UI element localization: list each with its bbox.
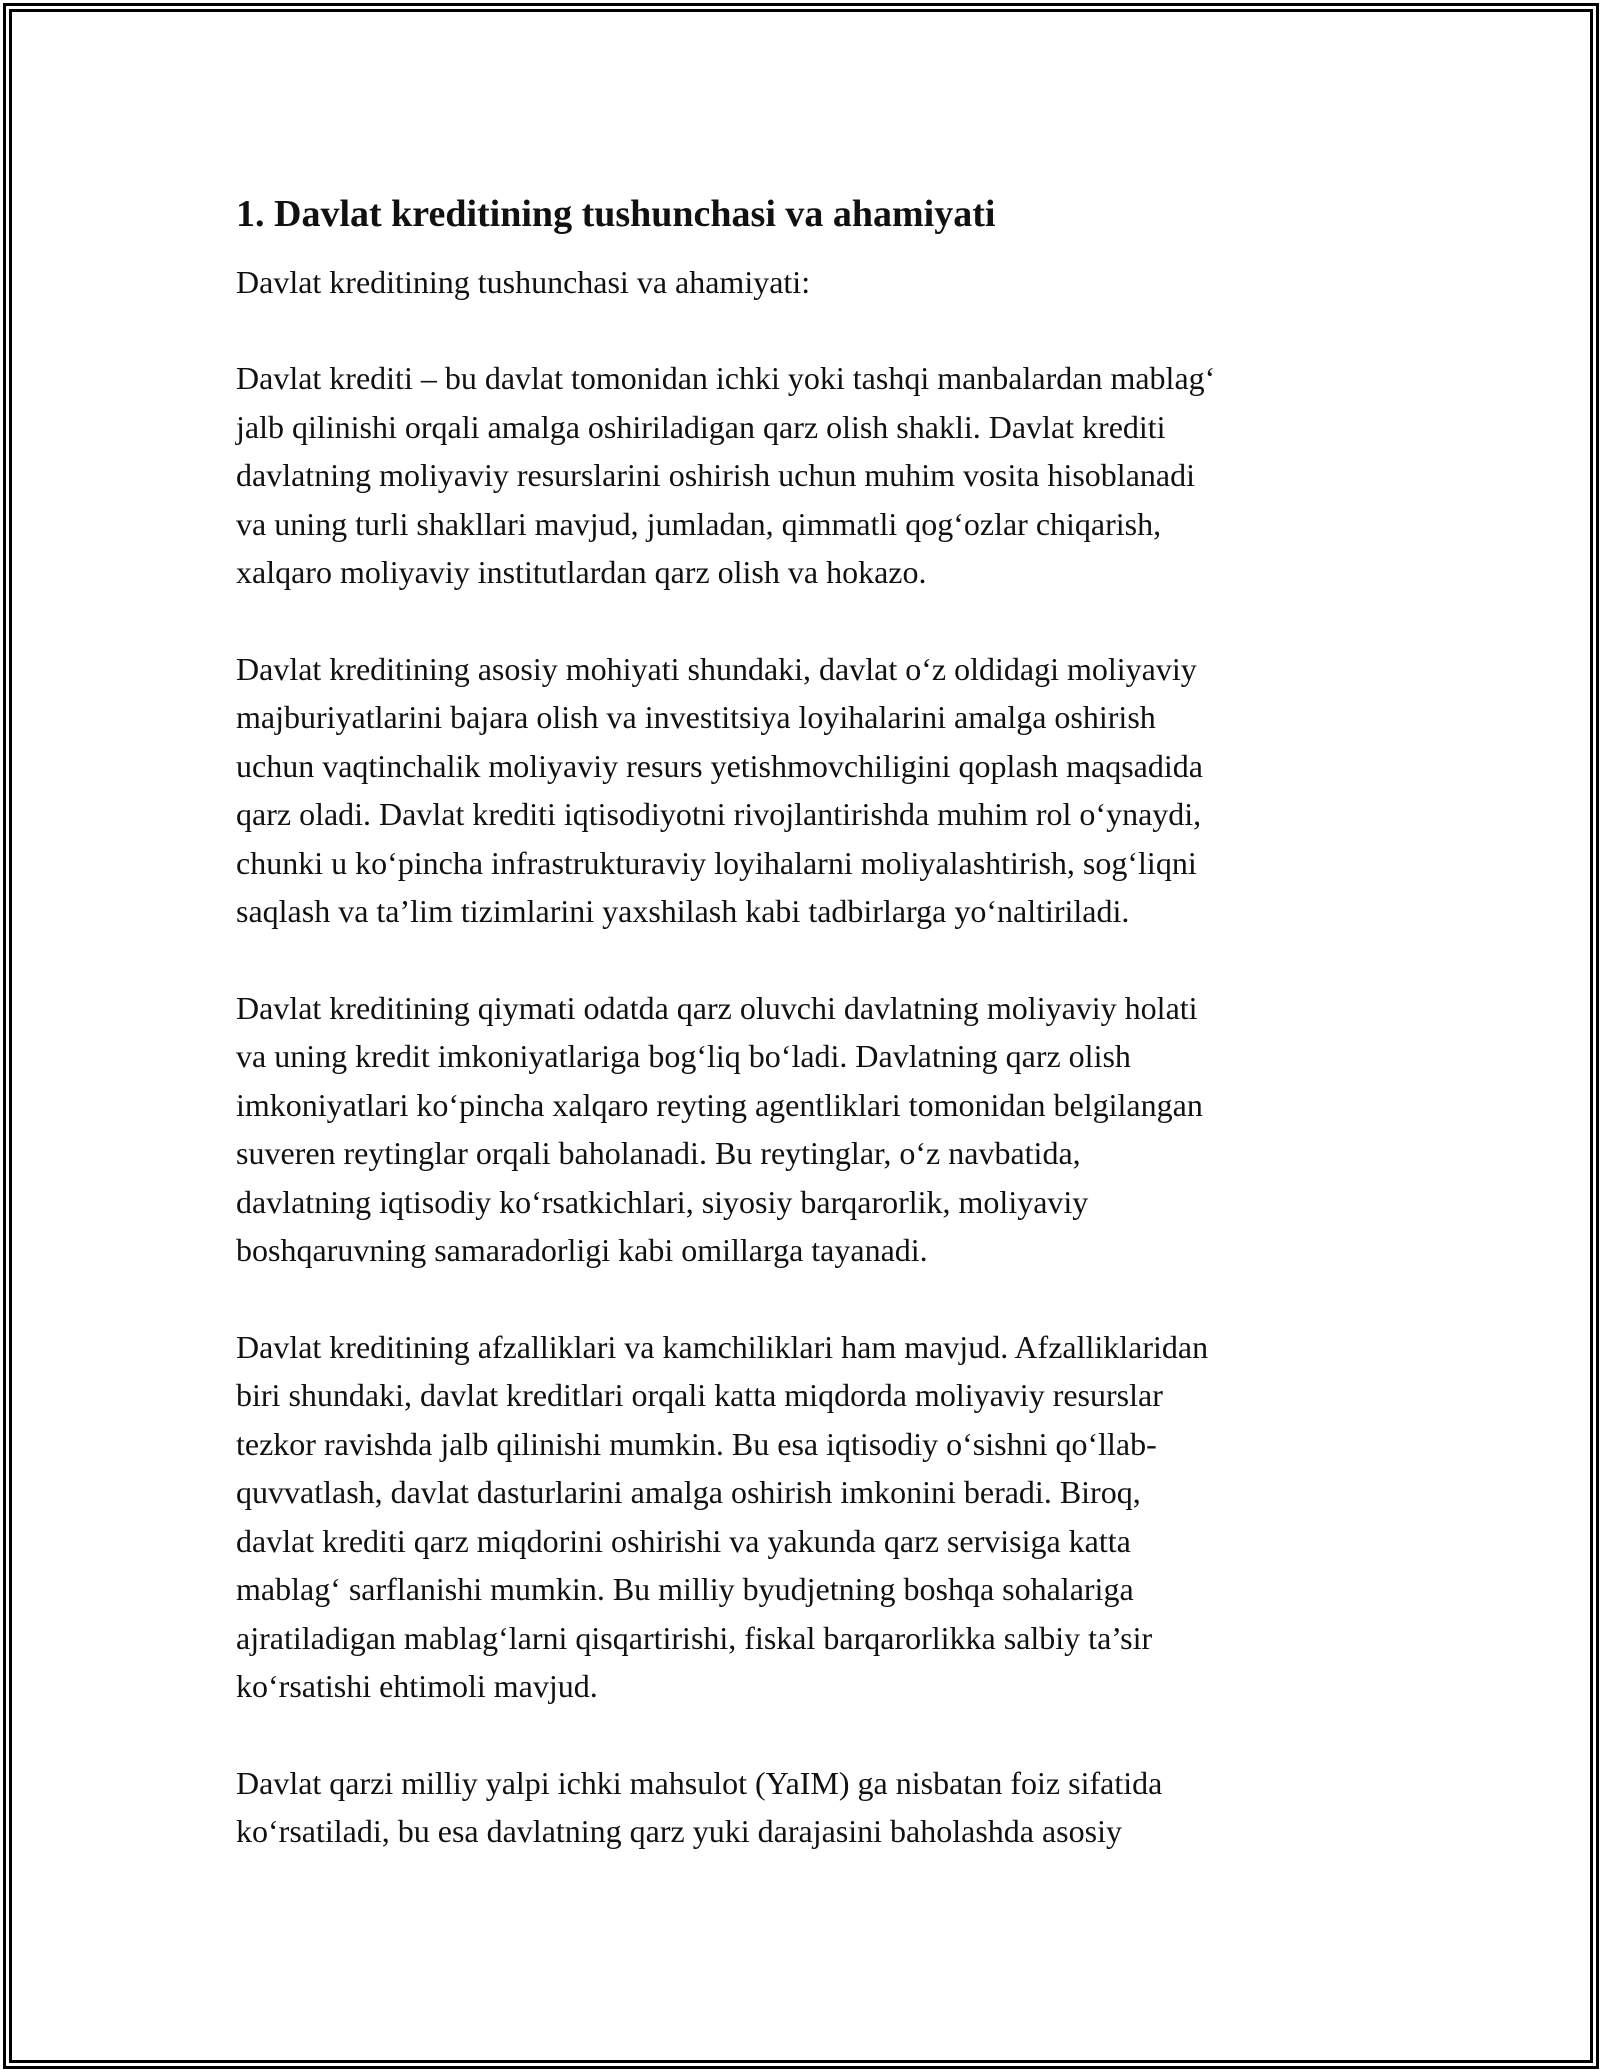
paragraph: Davlat kreditining asosiy mohiyati shundaki, davlat o‘z oldidagi moliyaviy majburiyatlarini bajara olish va investitsiya loyihalarini amalga oshirish uchun vaqtinchalik moliyaviy resurs yetishmovchiligini qoplash maqsadida qarz oladi. Davlat krediti iqtisodiyotni rivojlantirishda muhim rol o‘ynaydi, chunki u ko‘pincha infrastrukturaviy loyihalarni moliyalashtirish, sog‘liqni saqlash va ta’lim tizimlarini yaxshilash kabi tadbirlarga yo‘naltiriladi. xyxy=(236,650,1203,929)
paragraph: Davlat qarzi milliy yalpi ichki mahsulot (YaIM) ga nisbatan foiz sifatida ko‘rsatiladi, bu esa davlatning qarz yuki darajasini baholashda asosiy xyxy=(236,1764,1163,1849)
paragraph: Davlat kreditining afzalliklari va kamchiliklari ham mavjud. Afzalliklaridan biri shundaki, davlat kreditlari orqali katta miqdorda moliyaviy resurslar tezkor ravishda jalb qilinishi mumkin. Bu esa iqtisodiy o‘sishni qo‘llab- quvvatlash, davlat dasturlarini amalga oshirish imkonini beradi. Biroq, davlat krediti qarz miqdorini oshirishi va yakunda qarz servisiga katta mablag‘ sarflanishi mumkin. Bu milliy byudjetning boshqa sohalariga ajratiladigan mablag‘larni qisqartirishi, fiskal barqarorlikka salbiy ta’sir ko‘rsatishi ehtimoli mavjud. xyxy=(236,1328,1209,1704)
section-heading: 1. Davlat kreditining tushunchasi va ahamiyati xyxy=(236,193,996,235)
paragraph: Davlat kreditining qiymati odatda qarz oluvchi davlatning moliyaviy holati va uning kredit imkoniyatlariga bog‘liq bo‘ladi. Davlatning qarz olish imkoniyatlari ko‘pincha xalqaro reyting agentliklari tomonidan belgilangan suveren reytinglar orqali baholanadi. Bu reytinglar, o‘z navbatida, davlatning iqtisodiy ko‘rsatkichlari, siyosiy barqarorlik, moliyaviy boshqaruvning samaradorligi kabi omillarga tayanadi. xyxy=(236,989,1203,1268)
intro-line: Davlat kreditining tushunchasi va ahamiyati: xyxy=(236,264,811,300)
document-body xyxy=(236,186,1366,1856)
paragraph: Davlat krediti – bu davlat tomonidan ichki yoki tashqi manbalardan mablag‘ jalb qilinishi orqali amalga oshiriladigan qarz olish shakli. Davlat krediti davlatning moliyaviy resurslarini oshirish uchun muhim vosita hisoblanadi va uning turli shakllari mavjud, jumladan, qimmatli qog‘ozlar chiqarish, xalqaro moliyaviy institutlardan qarz olish va hokazo. xyxy=(236,360,1216,590)
